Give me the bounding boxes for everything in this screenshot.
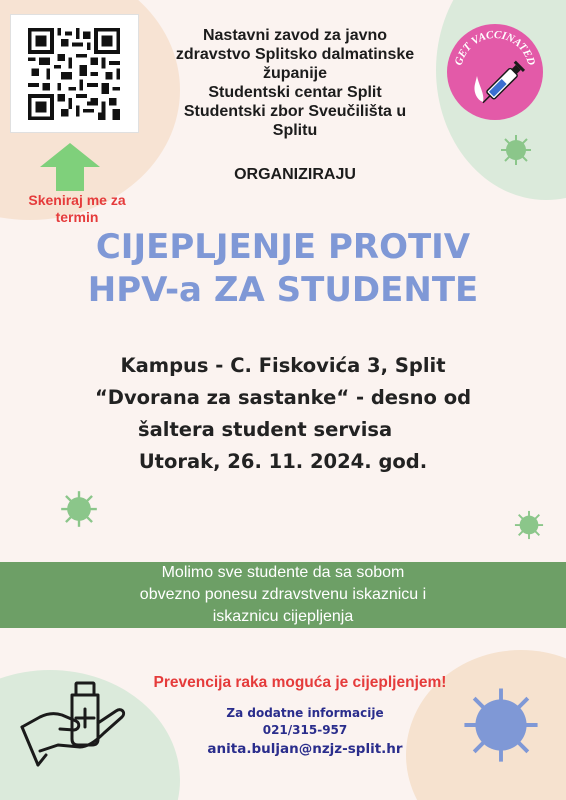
up-arrow-icon (40, 143, 100, 191)
title-line: HPV-a ZA STUDENTE (87, 270, 479, 310)
virus-icon (462, 686, 540, 764)
get-vaccinated-badge (447, 24, 543, 120)
organizing-label: ORGANIZIRAJU (234, 166, 356, 183)
virus-icon (60, 490, 98, 528)
notice-row (0, 606, 566, 628)
qr-code[interactable] (10, 14, 139, 133)
virus-icon (514, 510, 544, 540)
notice-line: Molimo sve studente da sa sobom (154, 563, 413, 582)
scan-text-line: Skeniraj me za (28, 192, 126, 208)
syringe-icon (447, 24, 543, 120)
organizer-line: zdravstvo Splitsko dalmatinske (175, 46, 415, 63)
title-line: CIJEPLJENJE PROTIV (95, 227, 471, 267)
contact-info (160, 705, 450, 759)
room-line: “Dvorana za sastanke“ - desno od (94, 386, 472, 409)
room-line: šaltera student servisa (138, 418, 393, 441)
organizer-line: Studentski centar Split (208, 84, 382, 101)
event-title (40, 226, 526, 312)
organizer-line: Splitu (272, 122, 318, 139)
event-details (20, 350, 546, 478)
notice-row (0, 562, 566, 584)
prevention-slogan: Prevencija raka moguća je cijepljenjem! (153, 674, 447, 691)
scan-instruction (12, 192, 142, 226)
contact-heading: Za dodatne informacije (226, 706, 384, 720)
virus-icon (500, 134, 532, 166)
notice-line: obvezno ponesu zdravstvenu iskaznicu i (132, 585, 434, 604)
organizer-line: Studentski zbor Sveučilišta u (183, 103, 407, 120)
scan-text-line: termin (55, 209, 99, 225)
organizers (150, 26, 440, 140)
organizer-line: Nastavni zavod za javno (202, 27, 388, 44)
qr-code-icon (25, 28, 123, 120)
notice-box (0, 562, 566, 628)
location-line: Kampus - C. Fiskovića 3, Split (120, 354, 446, 377)
date-line: Utorak, 26. 11. 2024. god. (138, 450, 428, 473)
notice-line: iskaznicu cijepljenja (205, 607, 362, 626)
contact-phone[interactable]: 021/315-957 (262, 723, 348, 737)
badge-text: GET VACCINATED (452, 28, 538, 67)
contact-email[interactable]: anita.buljan@nzjz-split.hr (207, 741, 403, 757)
svg-text:GET VACCINATED (453, 29, 538, 67)
hand-vial-icon (18, 675, 130, 775)
organizer-line: županije (262, 65, 327, 82)
notice-row (0, 584, 566, 606)
